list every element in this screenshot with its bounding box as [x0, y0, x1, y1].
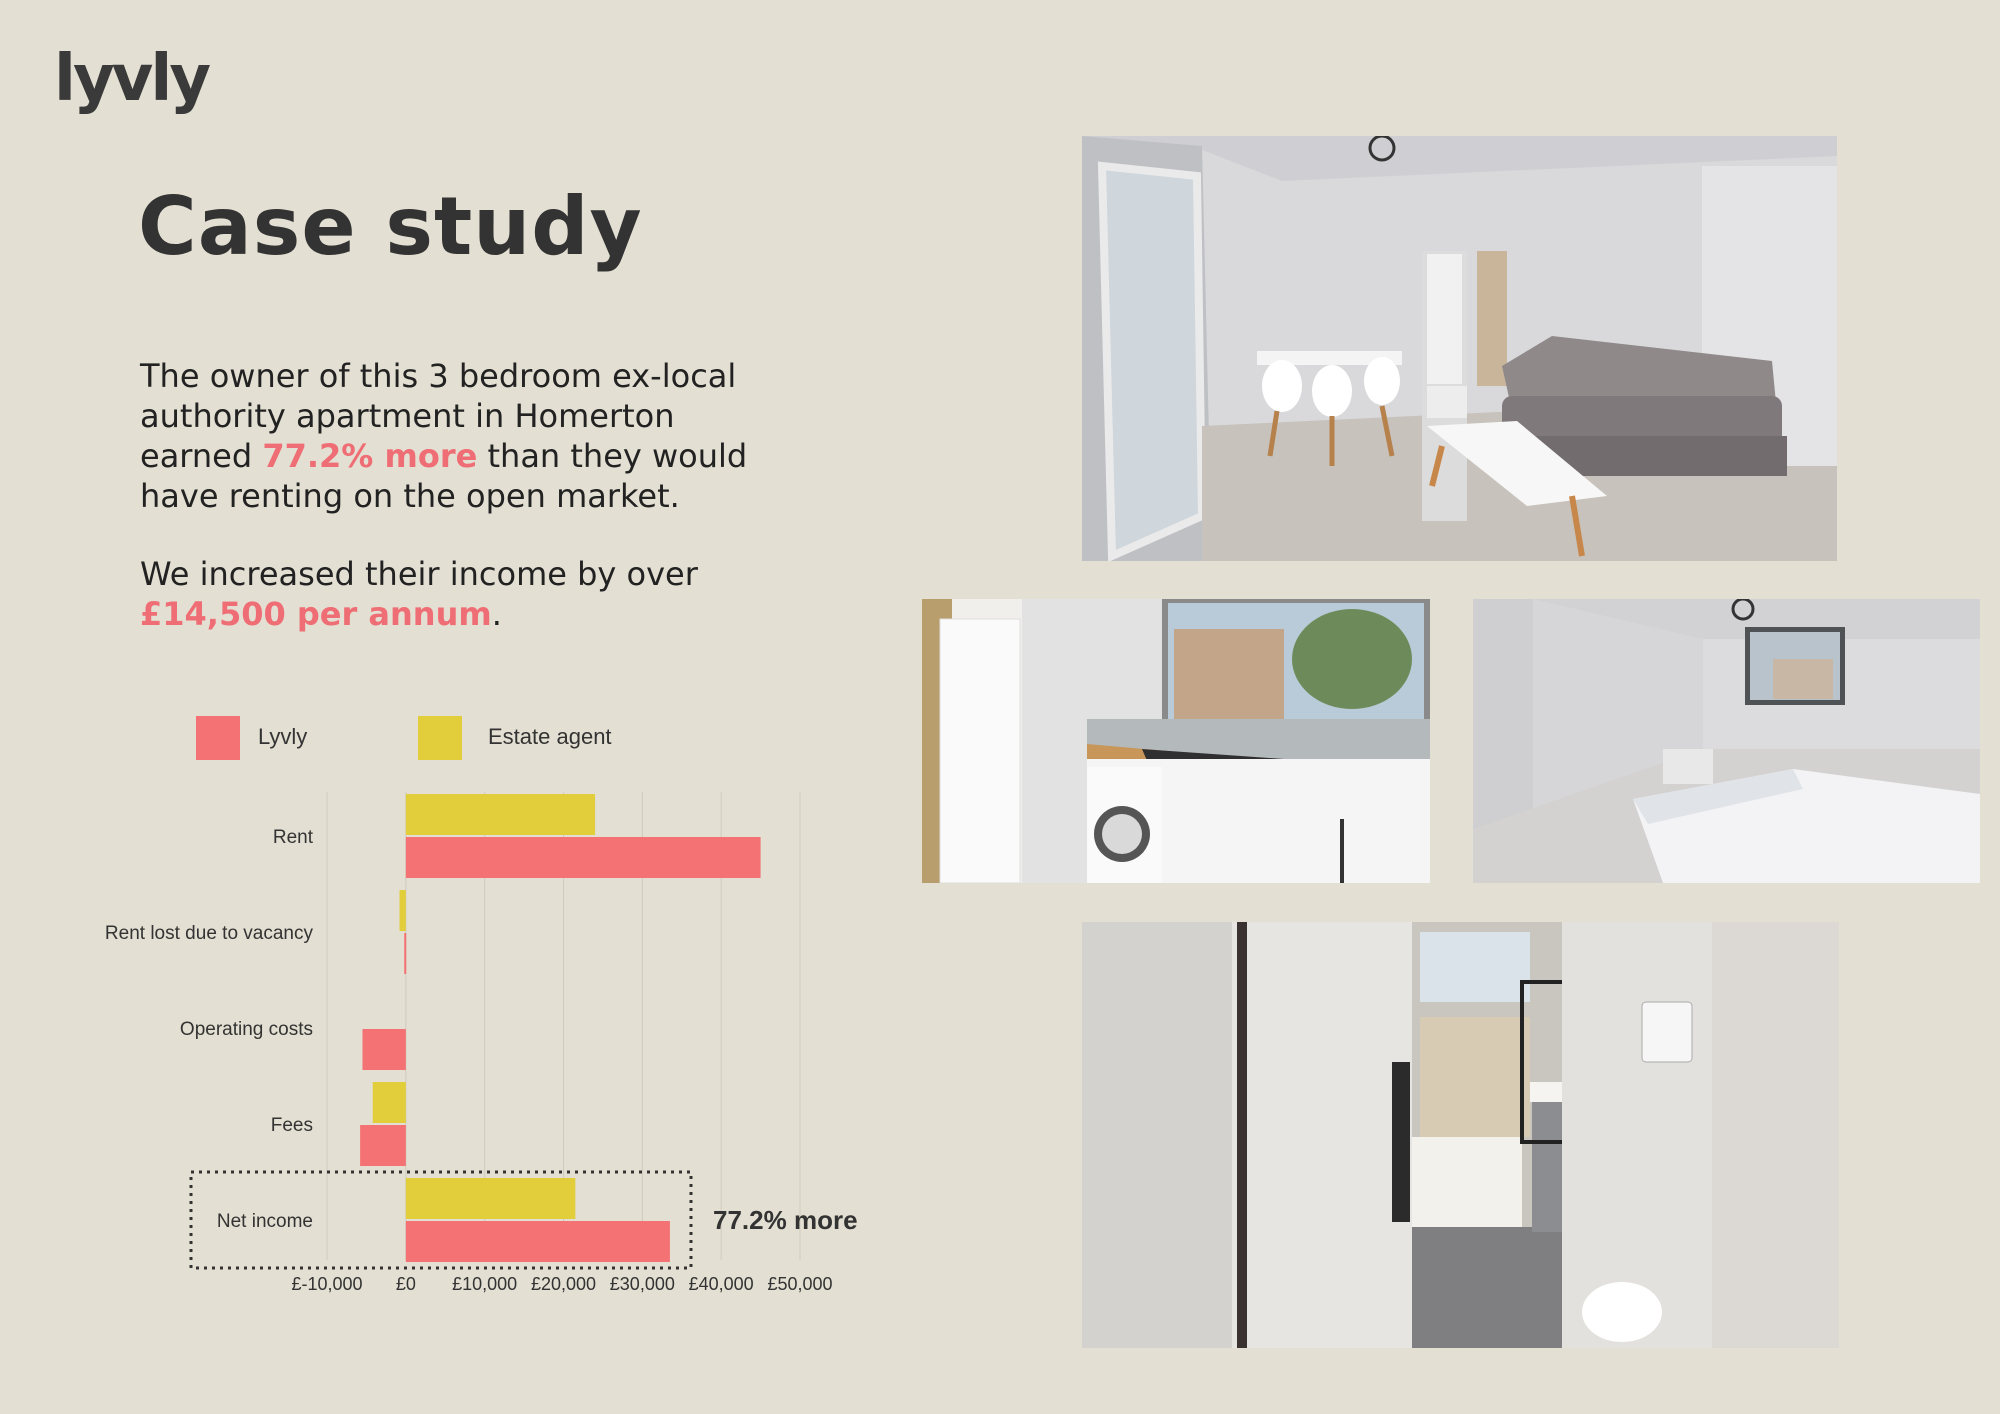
annotation-label: 77.2% more — [713, 1205, 858, 1235]
x-tick-label: £30,000 — [609, 1274, 675, 1294]
income-text-before: We increased their income by over — [140, 555, 698, 593]
legend-label-estate-agent: Estate agent — [488, 724, 612, 749]
category-label: Rent — [272, 827, 313, 848]
legend-swatch-lyvly — [196, 716, 240, 760]
bar-estate-agent — [400, 890, 406, 931]
bar-lyvly — [404, 933, 406, 974]
legend-label-lyvly: Lyvly — [258, 724, 308, 749]
category-label: Fees — [270, 1115, 313, 1136]
bar-estate-agent — [373, 1082, 406, 1123]
intro-text-after: than they would have renting on the open market. — [140, 437, 748, 515]
legend-swatch-estate-agent — [418, 716, 462, 760]
income-highlight: £14,500 per annum — [140, 595, 492, 633]
x-tick-label: £0 — [395, 1274, 416, 1294]
x-tick-label: £10,000 — [452, 1274, 518, 1294]
intro-paragraph — [140, 356, 780, 516]
page-title: Case study — [138, 180, 643, 273]
bar-lyvly — [362, 1029, 405, 1070]
bar-lyvly — [406, 1221, 670, 1262]
bar-lyvly — [406, 837, 761, 878]
intro-highlight: 77.2% more — [262, 437, 478, 475]
bathroom-photo — [1082, 922, 1839, 1348]
x-tick-label: £40,000 — [688, 1274, 754, 1294]
living-room-photo — [1082, 136, 1837, 561]
x-tick-label: £50,000 — [767, 1274, 833, 1294]
x-tick-label: £-10,000 — [291, 1274, 363, 1294]
x-tick-label: £20,000 — [530, 1274, 597, 1294]
income-text-after: . — [491, 595, 502, 633]
income-bar-chart — [0, 760, 900, 1300]
bedroom-photo — [1473, 599, 1980, 883]
category-label: Net income — [216, 1211, 313, 1232]
category-label: Operating costs — [179, 1019, 313, 1040]
category-label: Rent lost due to vacancy — [104, 923, 313, 944]
bar-lyvly — [360, 1125, 406, 1166]
income-paragraph — [140, 554, 780, 634]
kitchen-photo — [922, 599, 1430, 883]
intro-text-before: The owner of this 3 bedroom ex-local authority apartment in Homerton earned — [140, 357, 737, 475]
bar-estate-agent — [406, 1178, 575, 1219]
bar-estate-agent — [406, 794, 595, 835]
brand-logo: lyvly — [54, 42, 209, 116]
